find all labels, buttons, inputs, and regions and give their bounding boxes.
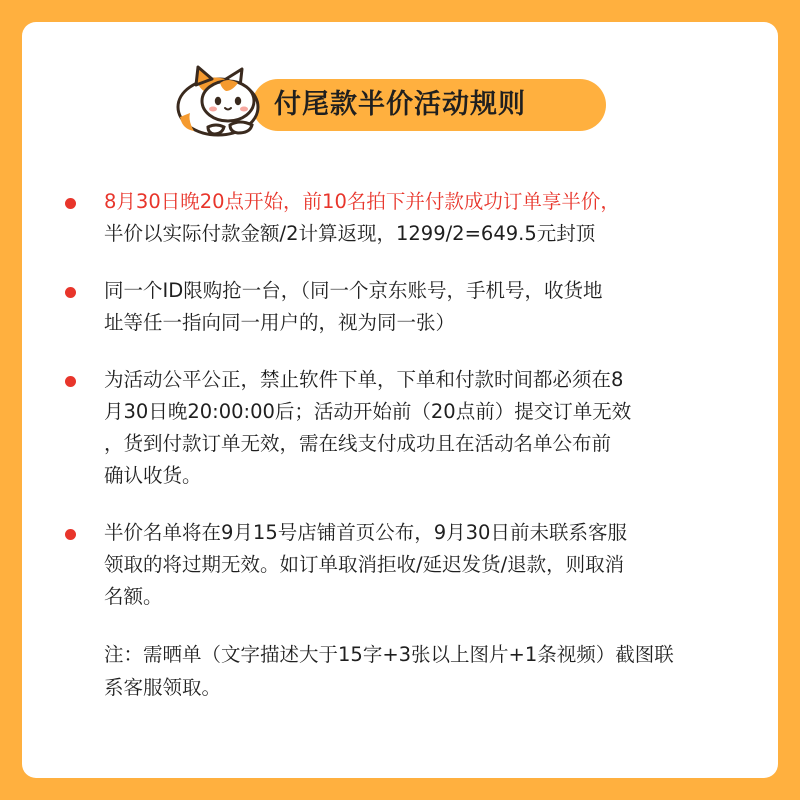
rule-1-detail: 半价以实际付款金额/2计算返现，1299/2=649.5元封顶 [104, 222, 596, 245]
red-dot-icon [65, 529, 76, 540]
red-dot-icon [65, 198, 76, 209]
rule-item-4 [60, 517, 750, 613]
page-title: 付尾款半价活动规则 [274, 89, 526, 120]
rule-1-highlight: 8月30日晚20点开始，前10名拍下并付款成功订单享半价， [104, 190, 620, 213]
rule-item-1 [60, 186, 750, 250]
rule-item-2 [60, 275, 750, 339]
rules-list [60, 186, 750, 638]
footnote: 注：需晒单（文字描述大于15字+3张以上图片+1条视频）截图联 系客服领取。 [104, 643, 674, 699]
cat-mascot-icon [168, 55, 273, 140]
red-dot-icon [65, 376, 76, 387]
red-dot-icon [65, 287, 76, 298]
rule-2-text: 同一个ID限购抢一台，（同一个京东账号，手机号，收货地 址等任一指向同一用户的，视为同一张） [104, 279, 603, 334]
rule-3-text: 为活动公平公正，禁止软件下单，下单和付款时间都必须在8 月30日晚20:00:00后；活动开始前（20点前）提交订单无效 ，货到付款订单无效，需在线支付成功且在活动名单公布前 确认收货。 [104, 368, 632, 487]
rule-item-3 [60, 364, 750, 492]
rule-4-text: 半价名单将在9月15号店铺首页公布，9月30日前未联系客服 领取的将过期无效。如订单取消拒收/延迟发货/退款，则取消 名额。 [104, 521, 627, 608]
